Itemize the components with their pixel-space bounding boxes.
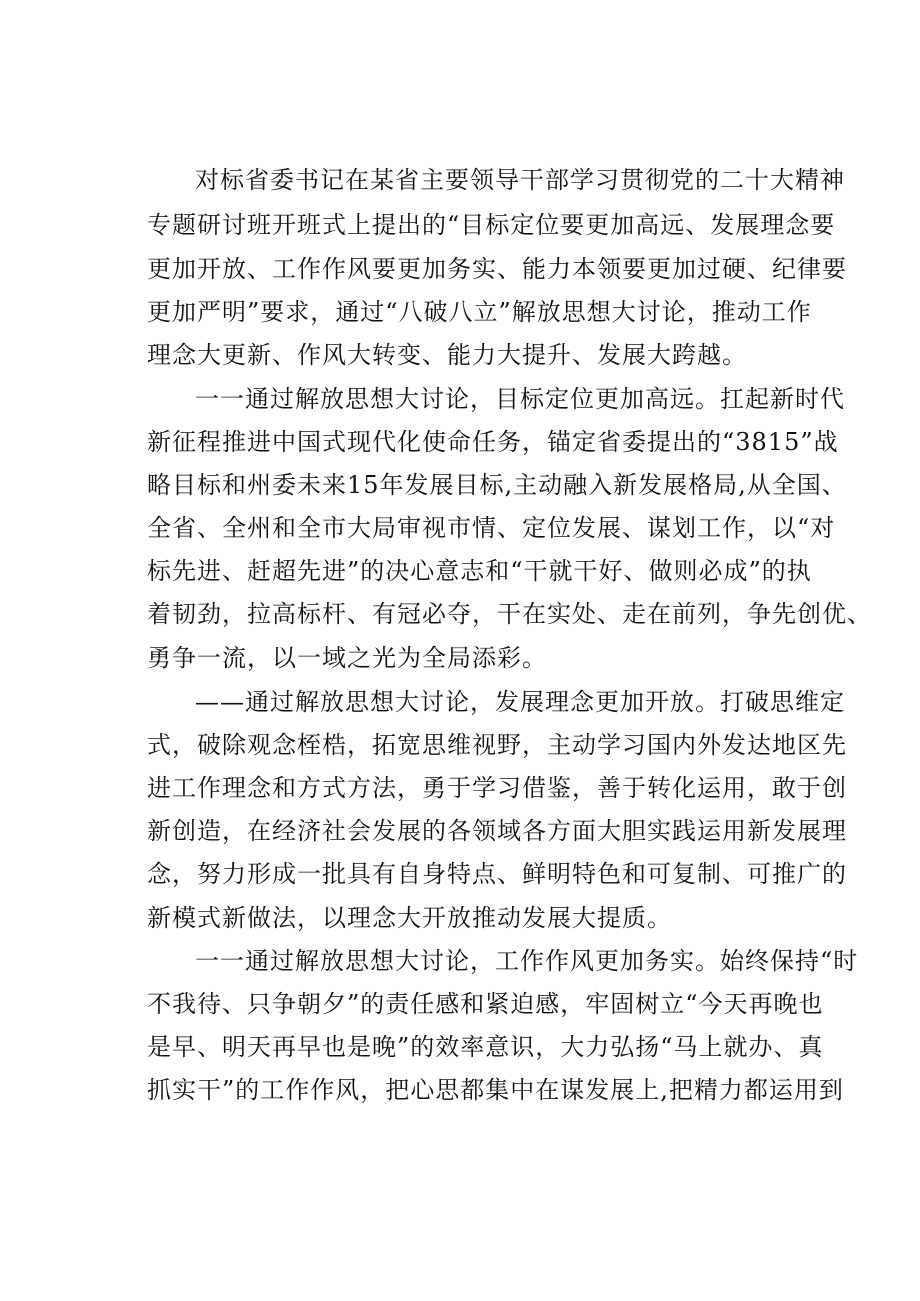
text-line: 更加严明”要求，通过“八破八立”解放思想大讨论，推动工作	[147, 298, 812, 326]
text-line: 一一通过解放思想大讨论，工作作风更加务实。始终保持“时	[195, 947, 859, 975]
text-line: 专题研讨班开班式上提出的“目标定位要更加高远、发展理念要	[147, 211, 836, 239]
text-line: 全省、全州和全市大局审视市情、定位发展、谋划工作，以“对	[147, 514, 836, 542]
text-line: 新征程推进中国式现代化使命任务，锚定省委提出的“3815”战	[147, 428, 839, 456]
text-line: 对标省委书记在某省主要领导干部学习贯彻党的二十大精神	[195, 166, 845, 194]
text-line: 抓实干”的工作作风，把心思都集中在谋发展上,把精力都运用到	[147, 1076, 844, 1104]
text-line: 一一通过解放思想大讨论，目标定位更加高远。扛起新时代	[195, 385, 845, 413]
text-line: 着韧劲，拉高标杆、有冠必夺，干在实处、走在前列，争先创优、	[147, 600, 872, 628]
text-line: 新创造，在经济社会发展的各领域各方面大胆实践运用新发展理	[147, 817, 847, 845]
text-line: 标先进、赶超先进”的决心意志和“干就干好、做则必成”的执	[147, 557, 812, 585]
text-line: 式，破除观念桎梏，拓宽思维视野，主动学习国内外发达地区先	[147, 731, 847, 759]
text-line: 念，努力形成一批具有自身特点、鲜明特色和可复制、可推广的	[147, 860, 847, 888]
text-line: 理念大更新、作风大转变、能力大提升、发展大跨越。	[147, 341, 747, 369]
text-line: 略目标和州委未来15年发展目标,主动融入新发展格局,从全国、	[147, 471, 847, 499]
text-line: 新模式新做法，以理念大开放推动发展大提质。	[147, 904, 672, 932]
text-line: 更加开放、工作作风要更加务实、能力本领要更加过硬、纪律要	[147, 255, 847, 283]
text-line: 是早、明天再早也是晚”的效率意识，大力弘扬“马上就办、真	[147, 1033, 824, 1061]
text-line: 进工作理念和方式方法，勇于学习借鉴，善于转化运用，敢于创	[147, 774, 847, 802]
text-line: ——通过解放思想大讨论，发展理念更加开放。打破思维定	[195, 688, 845, 716]
text-line: 不我待、只争朝夕”的责任感和紧迫感，牢固树立“今天再晚也	[147, 990, 824, 1018]
text-line: 勇争一流，以一域之光为全局添彩。	[147, 644, 547, 672]
